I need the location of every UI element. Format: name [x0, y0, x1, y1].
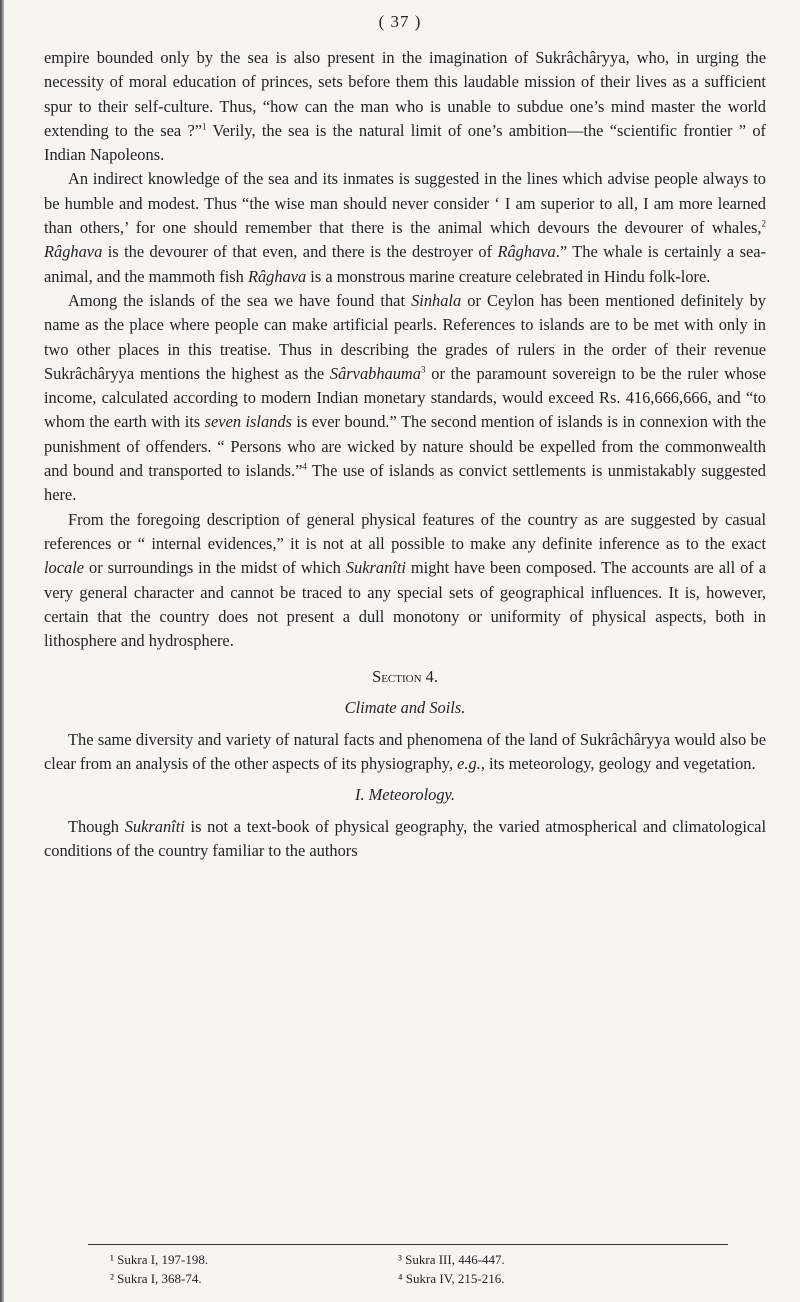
section-title: Climate and Soils. — [344, 697, 466, 717]
footnote: ⁴ Sukra IV, 215-216. — [398, 1271, 505, 1286]
page-body — [44, 46, 766, 864]
paragraph: An indirect knowledge of the sea and its inmates is suggested in the lines which advise people always to be humble and modest. Thus “the wise man should never consider ‘ I am superior to all, I am more learned than others,’ for one should remember that there is the animal which devours the devourer of whales,$^2$ Râghava is the devourer of that even, and there is the destroyer of Râghava.” The whale is certainly a sea-animal, and the mammoth fish Râghava is a monstrous marine creature celebrated in Hindu folk-lore. — [44, 169, 766, 286]
page-edge-shadow — [0, 0, 4, 1302]
paragraph: empire bounded only by the sea is also present in the imagination of Sukrâchâryya, who, in urging the necessity of moral education of princes, sets before them this laudable mission of their lives as a sufficient spur to their self-culture. Thus, “how can the man who is unable to subdue one’s mind master the world extending to the sea ?”$^1$ Verily, the sea is the natural limit of one’s ambition—the “scientific frontier ” of Indian Napoleons. — [44, 48, 766, 165]
paragraph: Among the islands of the sea we have found that Sinhala or Ceylon has been mentioned definitely by name as the place where people can make artificial pearls. References to islands are to be met with only in two other places in this treatise. Thus in describing the grades of rulers in the order of their revenue Sukrâchâryya mentions the highest as the Sârvabhauma$^3$ or the paramount sovereign to be the ruler whose income, calculated according to modern Indian monetary standards, would exceed Rs. 416,666,666, and “to whom the earth with its seven islands is ever bound.” The second mention of islands is in connexion with the punishment of offenders. “ Persons who are wicked by nature should be expelled from the commonwealth and bound and transported to islands.”$^4$ The use of islands as convict settlements is unmistakably suggested here. — [44, 290, 767, 505]
paragraph: From the foregoing description of general physical features of the country as are suggested by casual references or “ internal evidences,” it is not at all possible to make any definite inference as to the exact locale or surroundings in the midst of which Sukranîti might have been composed. The accounts are all of a very general character and cannot be traced to any special sets of geographical influences. It is, however, certain that the country does not present a dull monotony or uniformity of physical aspects, both in lithosphere and hydrosphere. — [44, 509, 766, 651]
footnote: ² Sukra I, 368-74. — [110, 1271, 202, 1286]
paragraph: Though Sukranîti is not a text-book of physical geography, the varied atmospherical and climatological conditions of the country familiar to the authors — [44, 816, 767, 861]
footnote-column-left — [110, 1250, 330, 1288]
footnote: ³ Sukra III, 446-447. — [398, 1252, 505, 1267]
footnote-column-right — [398, 1250, 618, 1288]
section-heading: Section 4. — [372, 667, 438, 687]
subsection-title: I. Meteorology. — [355, 784, 455, 804]
footnote: ¹ Sukra I, 197-198. — [110, 1252, 209, 1267]
footnote-rule — [88, 1244, 728, 1245]
paragraph: The same diversity and variety of natural facts and phenomena of the land of Sukrâchâryya would also be clear from an analysis of the other aspects of its physiography, e.g., its meteorology, geology and vegetation. — [44, 730, 766, 774]
page-number: ( 37 ) — [378, 12, 422, 31]
